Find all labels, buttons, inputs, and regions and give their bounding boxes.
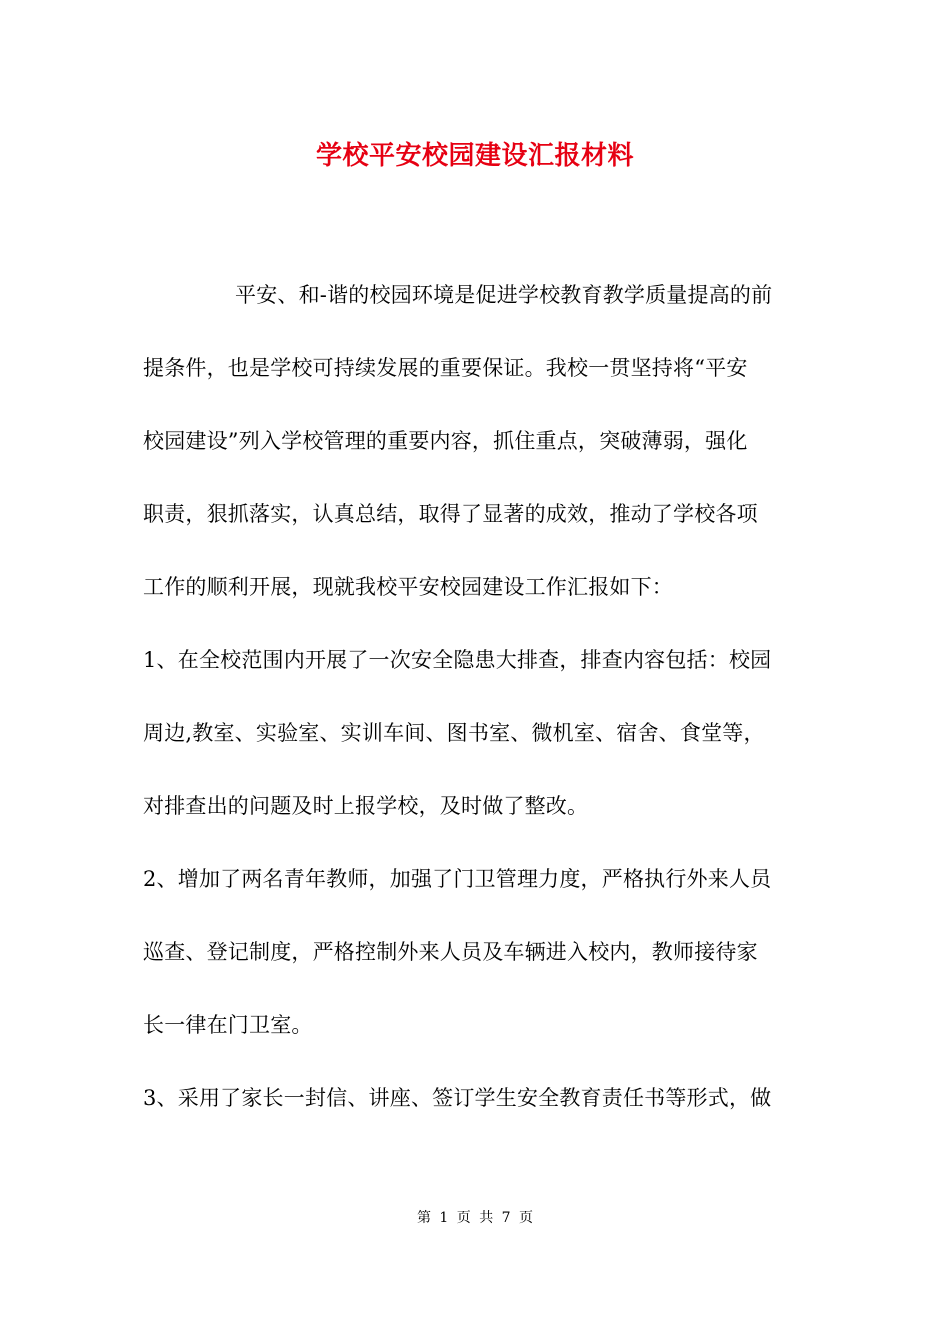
paragraph-line: 2、增加了两名青年教师，加强了门卫管理力度，严格执行外来人员	[143, 867, 772, 891]
footer-total-suffix: 页	[519, 1210, 534, 1226]
paragraph-line: 职责，狠抓落实，认真总结，取得了显著的成效，推动了学校各项	[143, 502, 758, 526]
paragraph-line: 提条件，也是学校可持续发展的重要保证。我校一贯坚持将“平安	[143, 356, 748, 380]
footer-page-word: 页	[456, 1210, 471, 1226]
footer-current-page: 1	[439, 1210, 449, 1226]
paragraph-line: 3、采用了家长一封信、讲座、签订学生安全教育责任书等形式，做	[143, 1086, 772, 1110]
document-body	[143, 275, 807, 1151]
document-title: 学校平安校园建设汇报材料	[315, 141, 634, 171]
paragraph-line: 平安、和-谐的校园环境是促进学校教育教学质量提高的前	[235, 283, 773, 307]
paragraph-line: 巡查、登记制度，严格控制外来人员及车辆进入校内，教师接待家	[143, 940, 758, 964]
footer-page-prefix: 第	[416, 1210, 431, 1226]
page-footer	[0, 1208, 950, 1228]
footer-total-pages: 7	[501, 1210, 511, 1226]
paragraph-line: 1、在全校范围内开展了一次安全隐患大排查，排查内容包括：校园	[143, 648, 772, 672]
paragraph-line: 周边,教室、实验室、实训车间、图书室、微机室、宿舍、食堂等，	[143, 721, 765, 745]
paragraph-line: 校园建设”列入学校管理的重要内容，抓住重点，突破薄弱，强化	[143, 429, 748, 453]
paragraph-line: 工作的顺利开展，现就我校平安校园建设工作汇报如下：	[143, 575, 673, 599]
paragraph-line: 长一律在门卫室。	[143, 1013, 313, 1037]
paragraph-line: 对排查出的问题及时上报学校，及时做了整改。	[143, 794, 589, 818]
footer-total-prefix: 共	[479, 1210, 494, 1226]
